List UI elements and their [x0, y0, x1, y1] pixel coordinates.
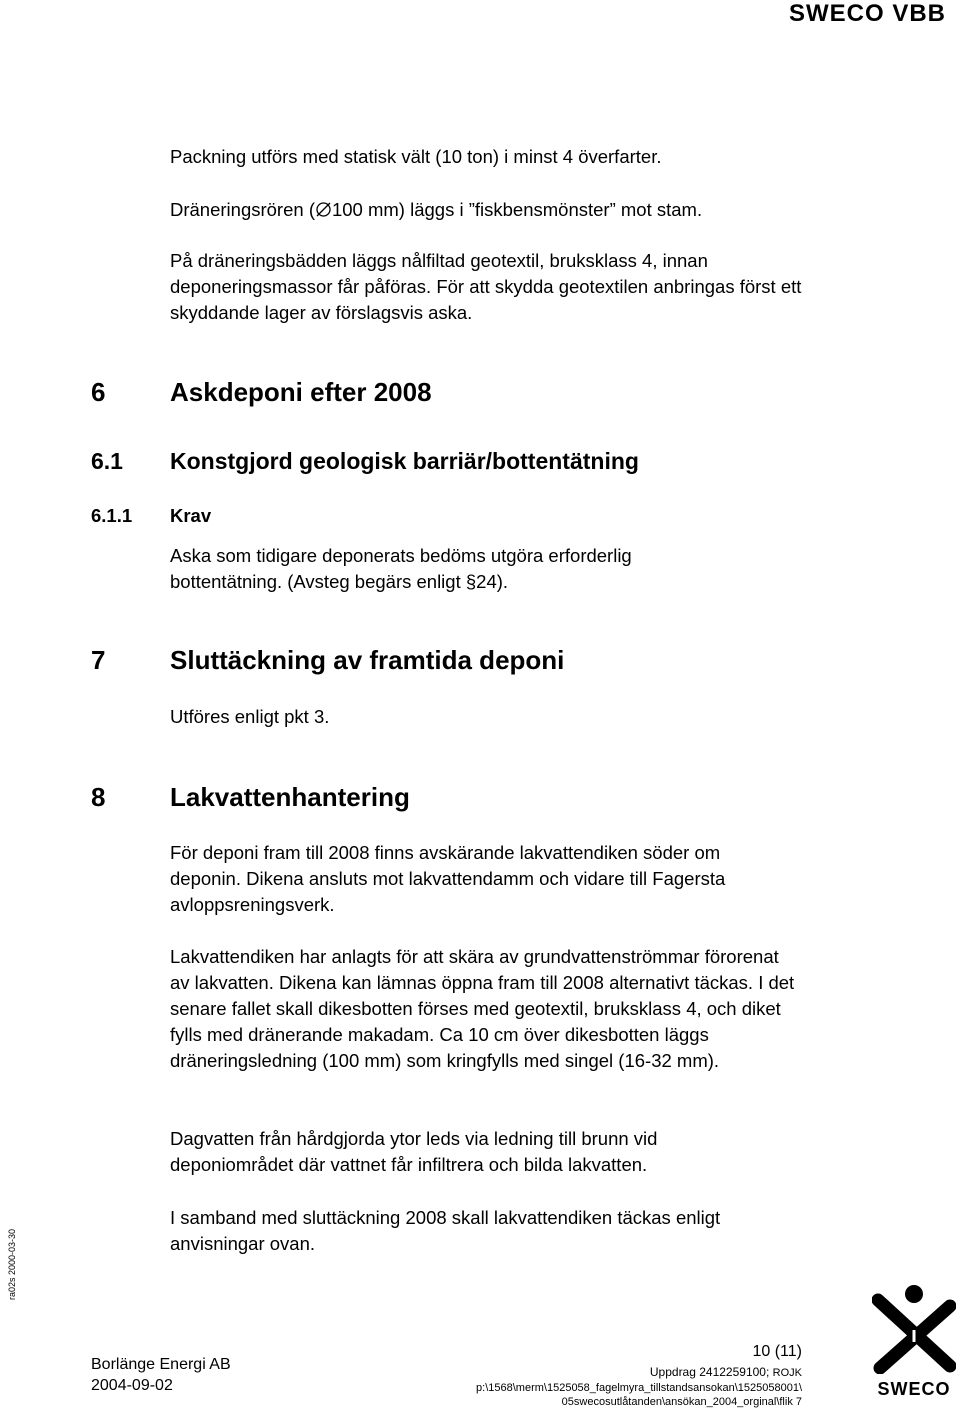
section-heading-8: [91, 782, 791, 814]
paragraph-dagvatten: Dagvatten från hårdgjorda ytor leds via ledning till brunn vid deponiområdet där vattnet får infiltrera och bilda lakvatten.: [170, 1128, 658, 1175]
section-number: 7: [91, 645, 106, 675]
section-number: 6.1: [91, 448, 123, 474]
footer-date: 2004-09-02: [91, 1377, 173, 1394]
footer-assignment-number: Uppdrag 2412259100;: [649, 1365, 770, 1379]
section-number: 6.1.1: [91, 505, 133, 526]
section-sign-icon: §: [465, 571, 477, 592]
paragraph-draneringsror: [170, 197, 830, 223]
section-heading-6: [91, 377, 791, 409]
section-title: Askdeponi efter 2008: [170, 377, 432, 407]
form-code: ra02s 2000-03-30: [7, 1228, 17, 1300]
sweco-figure-icon: [872, 1282, 956, 1374]
sweco-logo-text: SWECO: [877, 1379, 951, 1399]
section-title: Lakvattenhantering: [170, 782, 410, 812]
sweco-logo: [872, 1282, 956, 1399]
footer-path-line-1: p:\1568\merm\1525058_fagelmyra_tillstandsansokan\1525058001\: [476, 1382, 802, 1394]
paragraph-draneringsror-end: 100 mm) läggs i ”fiskbensmönster” mot stam.: [331, 199, 703, 220]
paragraph-krav: [170, 543, 710, 595]
section-heading-7: [91, 645, 791, 677]
brand-header: SWECO VBB: [788, 0, 946, 27]
section-title: Konstgjord geologisk barriär/bottentätning: [170, 448, 639, 474]
paragraph-krav-start: Aska som tidigare deponerats bedöms utgöra erforderlig bottentätning. (Avsteg begärs enligt: [170, 545, 632, 592]
paragraph-sluttackning: I samband med sluttäckning 2008 skall lakvattendiken täckas enligt anvisningar ovan.: [170, 1207, 721, 1254]
footer-page-number: 10 (11): [752, 1343, 802, 1360]
diameter-icon: [315, 201, 332, 218]
footer-initials: ROJK: [772, 1367, 802, 1379]
paragraph-lakvattendiken-anlagts: Lakvattendiken har anlagts för att skära av grundvattenströmmar förorenat av lakvatten. Dikena kan lämnas öppna fram till 2008 alternativt täckas. I det senare fallet skall dikesbotten förses med geotextil, bruksklass 4, och diket fylls med dränerande makadam. Ca 10 cm över dikesbotten läggs dräneringsledning (100 mm) som kringfylls med singel (16-32 mm).: [170, 946, 795, 1071]
section-heading-6-1-1: [91, 505, 791, 531]
paragraph-krav-end: 24).: [476, 571, 509, 592]
paragraph-packning: Packning utförs med statisk vält (10 ton) i minst 4 överfarter.: [170, 146, 662, 167]
paragraph-lakvattendiken-soder: För deponi fram till 2008 finns avskärande lakvattendiken söder om deponin. Dikena ansluts mot lakvattendamm och vidare till Fagersta avloppsreningsverk.: [170, 842, 726, 915]
section-number: 6: [91, 377, 106, 407]
footer-company: Borlänge Energi AB: [91, 1356, 231, 1373]
paragraph-draneringsror-start: Dräneringsrören (: [170, 199, 315, 220]
section-number: 8: [91, 782, 106, 812]
paragraph-geotextil: På dräneringsbädden läggs nålfiltad geotextil, bruksklass 4, innan deponeringsmassor får påföras. För att skydda geotextilen anbringas först ett skyddande lager av förslagsvis aska.: [170, 250, 802, 323]
section-title: Sluttäckning av framtida deponi: [170, 645, 565, 675]
footer-assignment: [650, 1365, 802, 1379]
footer-path-line-2: 05swecosutlåtanden\ansökan_2004_orginal\flik 7: [561, 1396, 802, 1408]
section-heading-6-1: [91, 448, 791, 478]
paragraph-utfores: Utföres enligt pkt 3.: [170, 706, 330, 727]
section-title: Krav: [170, 505, 212, 526]
